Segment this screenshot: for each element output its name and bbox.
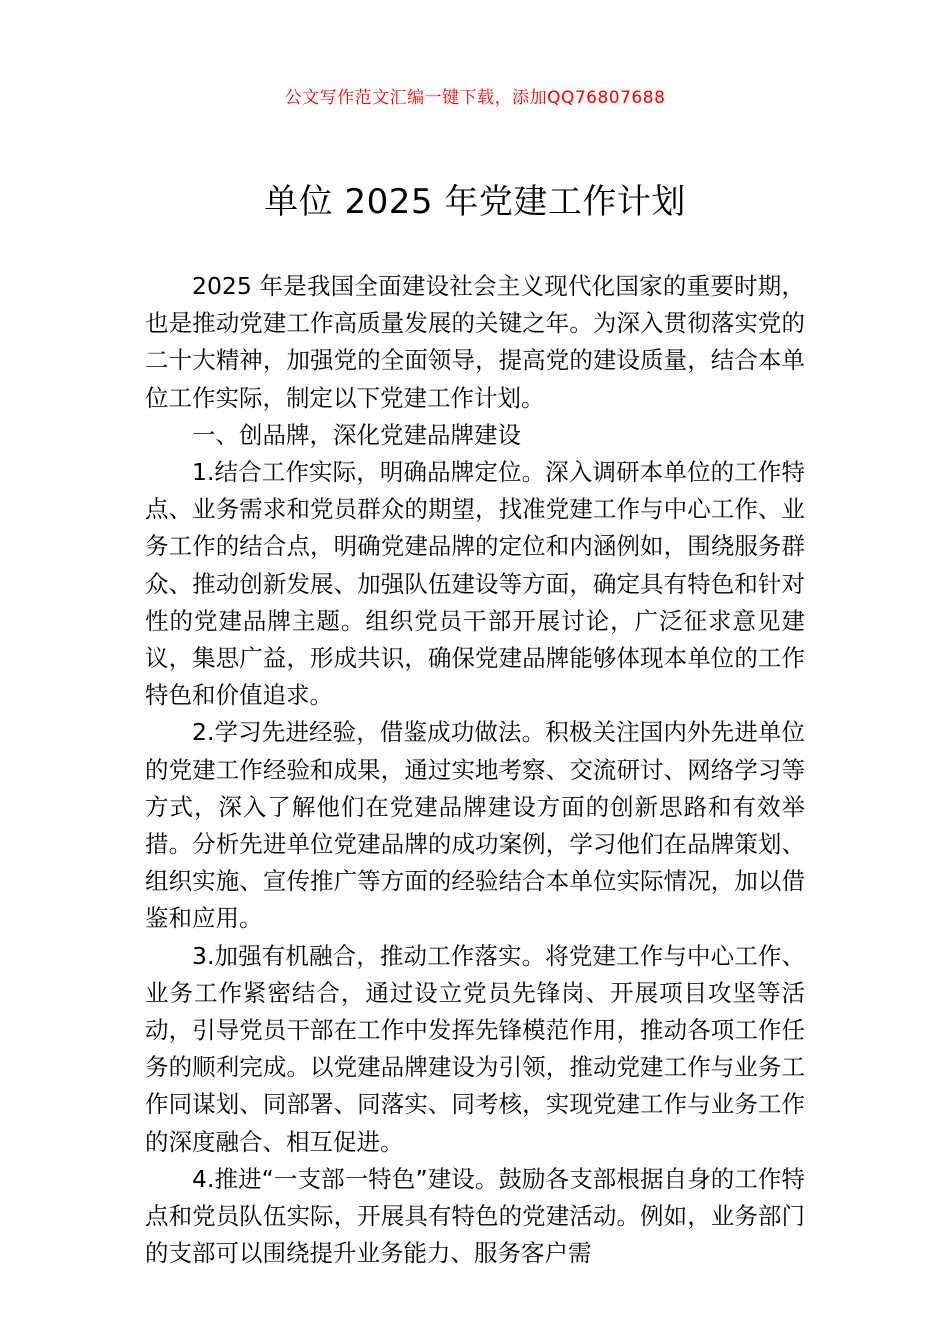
download-banner: 公文写作范文汇编一键下载，添加QQ76807688 (284, 88, 666, 108)
body-paragraph: 4.推进“一支部一特色”建设。鼓励各支部根据自身的工作特点和党员队伍实际，开展具有特色的党建活动。例如，业务部门的支部可以围绕提升业务能力、服务客户需 (145, 1164, 805, 1268)
intro-paragraph: 2025 年是我国全面建设社会主义现代化国家的重要时期，也是推动党建工作高质量发展的关键之年。为深入贯彻落实党的二十大精神，加强党的全面领导，提高党的建设质量，结合本单位工作实际，制定以下党建工作计划。 (145, 272, 805, 412)
section-heading: 一、创品牌，深化党建品牌建设 (192, 420, 521, 449)
document-body (145, 268, 805, 1272)
body-paragraph: 3.加强有机融合，推动工作落实。将党建工作与中心工作、业务工作紧密结合，通过设立党员先锋岗、开展项目攻坚等活动，引导党员干部在工作中发挥先锋模范作用，推动各项工作任务的顺利完成。以党建品牌建设为引领，推动党建工作与业务工作同谋划、同部署、同落实、同考核，实现党建工作与业务工作的深度融合、相互促进。 (145, 941, 805, 1156)
body-paragraph: 1.结合工作实际，明确品牌定位。深入调研本单位的工作特点、业务需求和党员群众的期望，找准党建工作与中心工作、业务工作的结合点，明确党建品牌的定位和内涵例如，围绕服务群众、推动创新发展、加强队伍建设等方面，确定具有特色和针对性的党建品牌主题。组织党员干部开展讨论，广泛征求意见建议，集思广益，形成共识，确保党建品牌能够体现本单位的工作特色和价值追求。 (145, 458, 805, 710)
body-paragraph: 2.学习先进经验，借鉴成功做法。积极关注国内外先进单位的党建工作经验和成果，通过实地考察、交流研讨、网络学习等方式，深入了解他们在党建品牌建设方面的创新思路和有效举措。分析先进单位党建品牌的成功案例，学习他们在品牌策划、组织实施、宣传推广等方面的经验结合本单位实际情况，加以借鉴和应用。 (145, 718, 805, 933)
document-title: 单位 2025 年党建工作计划 (264, 182, 686, 222)
